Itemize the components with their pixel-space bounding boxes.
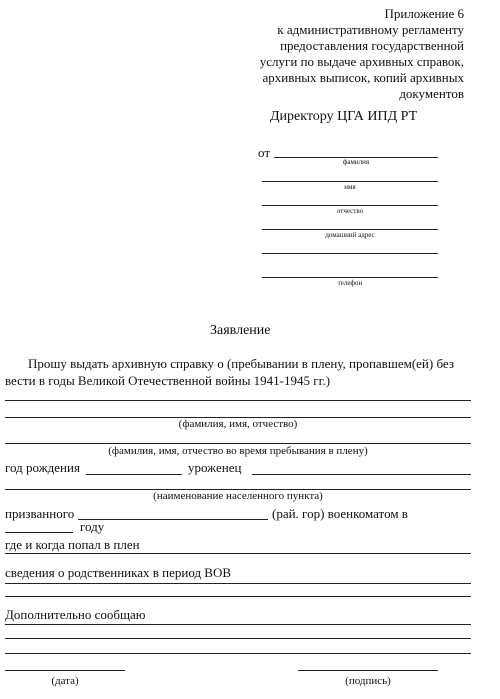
date-field[interactable]: [5, 670, 125, 671]
caption-name: имя: [344, 183, 356, 191]
caption-fio: (фамилия, имя, отчество): [178, 418, 298, 430]
from-label: от: [258, 145, 271, 160]
header-line-4: услуги по выдаче архивных справок,: [259, 54, 464, 69]
birth-year-field[interactable]: [86, 474, 182, 475]
year-field[interactable]: [5, 532, 73, 533]
additional-line-2[interactable]: [5, 638, 471, 639]
birth-year-label: год рождения: [5, 460, 80, 475]
native-field[interactable]: [252, 474, 471, 475]
captured-line-1[interactable]: [5, 553, 471, 554]
header-line-1: Приложение 6: [384, 6, 464, 21]
caption-date: (дата): [51, 675, 79, 687]
drafted-field[interactable]: [78, 519, 268, 520]
captured-label: где и когда попал в плен: [5, 537, 140, 552]
relatives-line-2[interactable]: [5, 596, 471, 597]
district-label: (рай. гор) военкоматом в: [272, 506, 408, 521]
header-line-5: архивных выписок, копий архивных: [262, 70, 464, 85]
additional-line-1[interactable]: [5, 624, 471, 625]
drafted-label: призванного: [5, 506, 75, 521]
document-title: Заявление: [210, 323, 271, 338]
caption-signature: (подпись): [345, 675, 391, 687]
from-address-line-2[interactable]: [262, 253, 438, 254]
caption-phone: телефон: [337, 279, 363, 287]
caption-settlement: (наименование населенного пункта): [153, 490, 323, 502]
additional-label: Дополнительно сообщаю: [5, 607, 146, 622]
caption-patronymic: отчество: [336, 207, 364, 215]
relatives-label: сведения о родственниках в период ВОВ: [5, 565, 232, 580]
from-name-line[interactable]: [262, 181, 438, 182]
signature-field[interactable]: [298, 670, 438, 671]
caption-surname: фамилия: [342, 158, 370, 166]
addressee: Директору ЦГА ИПД РТ: [270, 109, 418, 124]
request-text-line-1: Прошу выдать архивную справку о (пребывании в плену, пропавшем(ей) без: [28, 356, 454, 371]
from-patronymic-line[interactable]: [262, 205, 438, 206]
additional-line-3[interactable]: [5, 653, 471, 654]
header-line-6: документов: [399, 86, 464, 101]
native-label: уроженец: [188, 460, 242, 475]
caption-fio-captivity: (фамилия, имя, отчество во время пребывания в плену): [108, 445, 368, 457]
fio-line-1[interactable]: [5, 400, 471, 401]
relatives-line-1[interactable]: [5, 583, 471, 584]
fio-captivity-line[interactable]: [5, 443, 471, 444]
header-line-2: к административному регламенту: [277, 22, 464, 37]
from-address-line[interactable]: [262, 229, 438, 230]
request-text-line-2: вести в годы Великой Отечественной войны 1941-1945 гг.): [5, 373, 331, 388]
caption-address: домашний адрес: [325, 231, 375, 239]
header-line-3: предоставления государственной: [280, 38, 464, 53]
from-phone-line[interactable]: [262, 277, 438, 278]
year-label: году: [80, 519, 105, 534]
